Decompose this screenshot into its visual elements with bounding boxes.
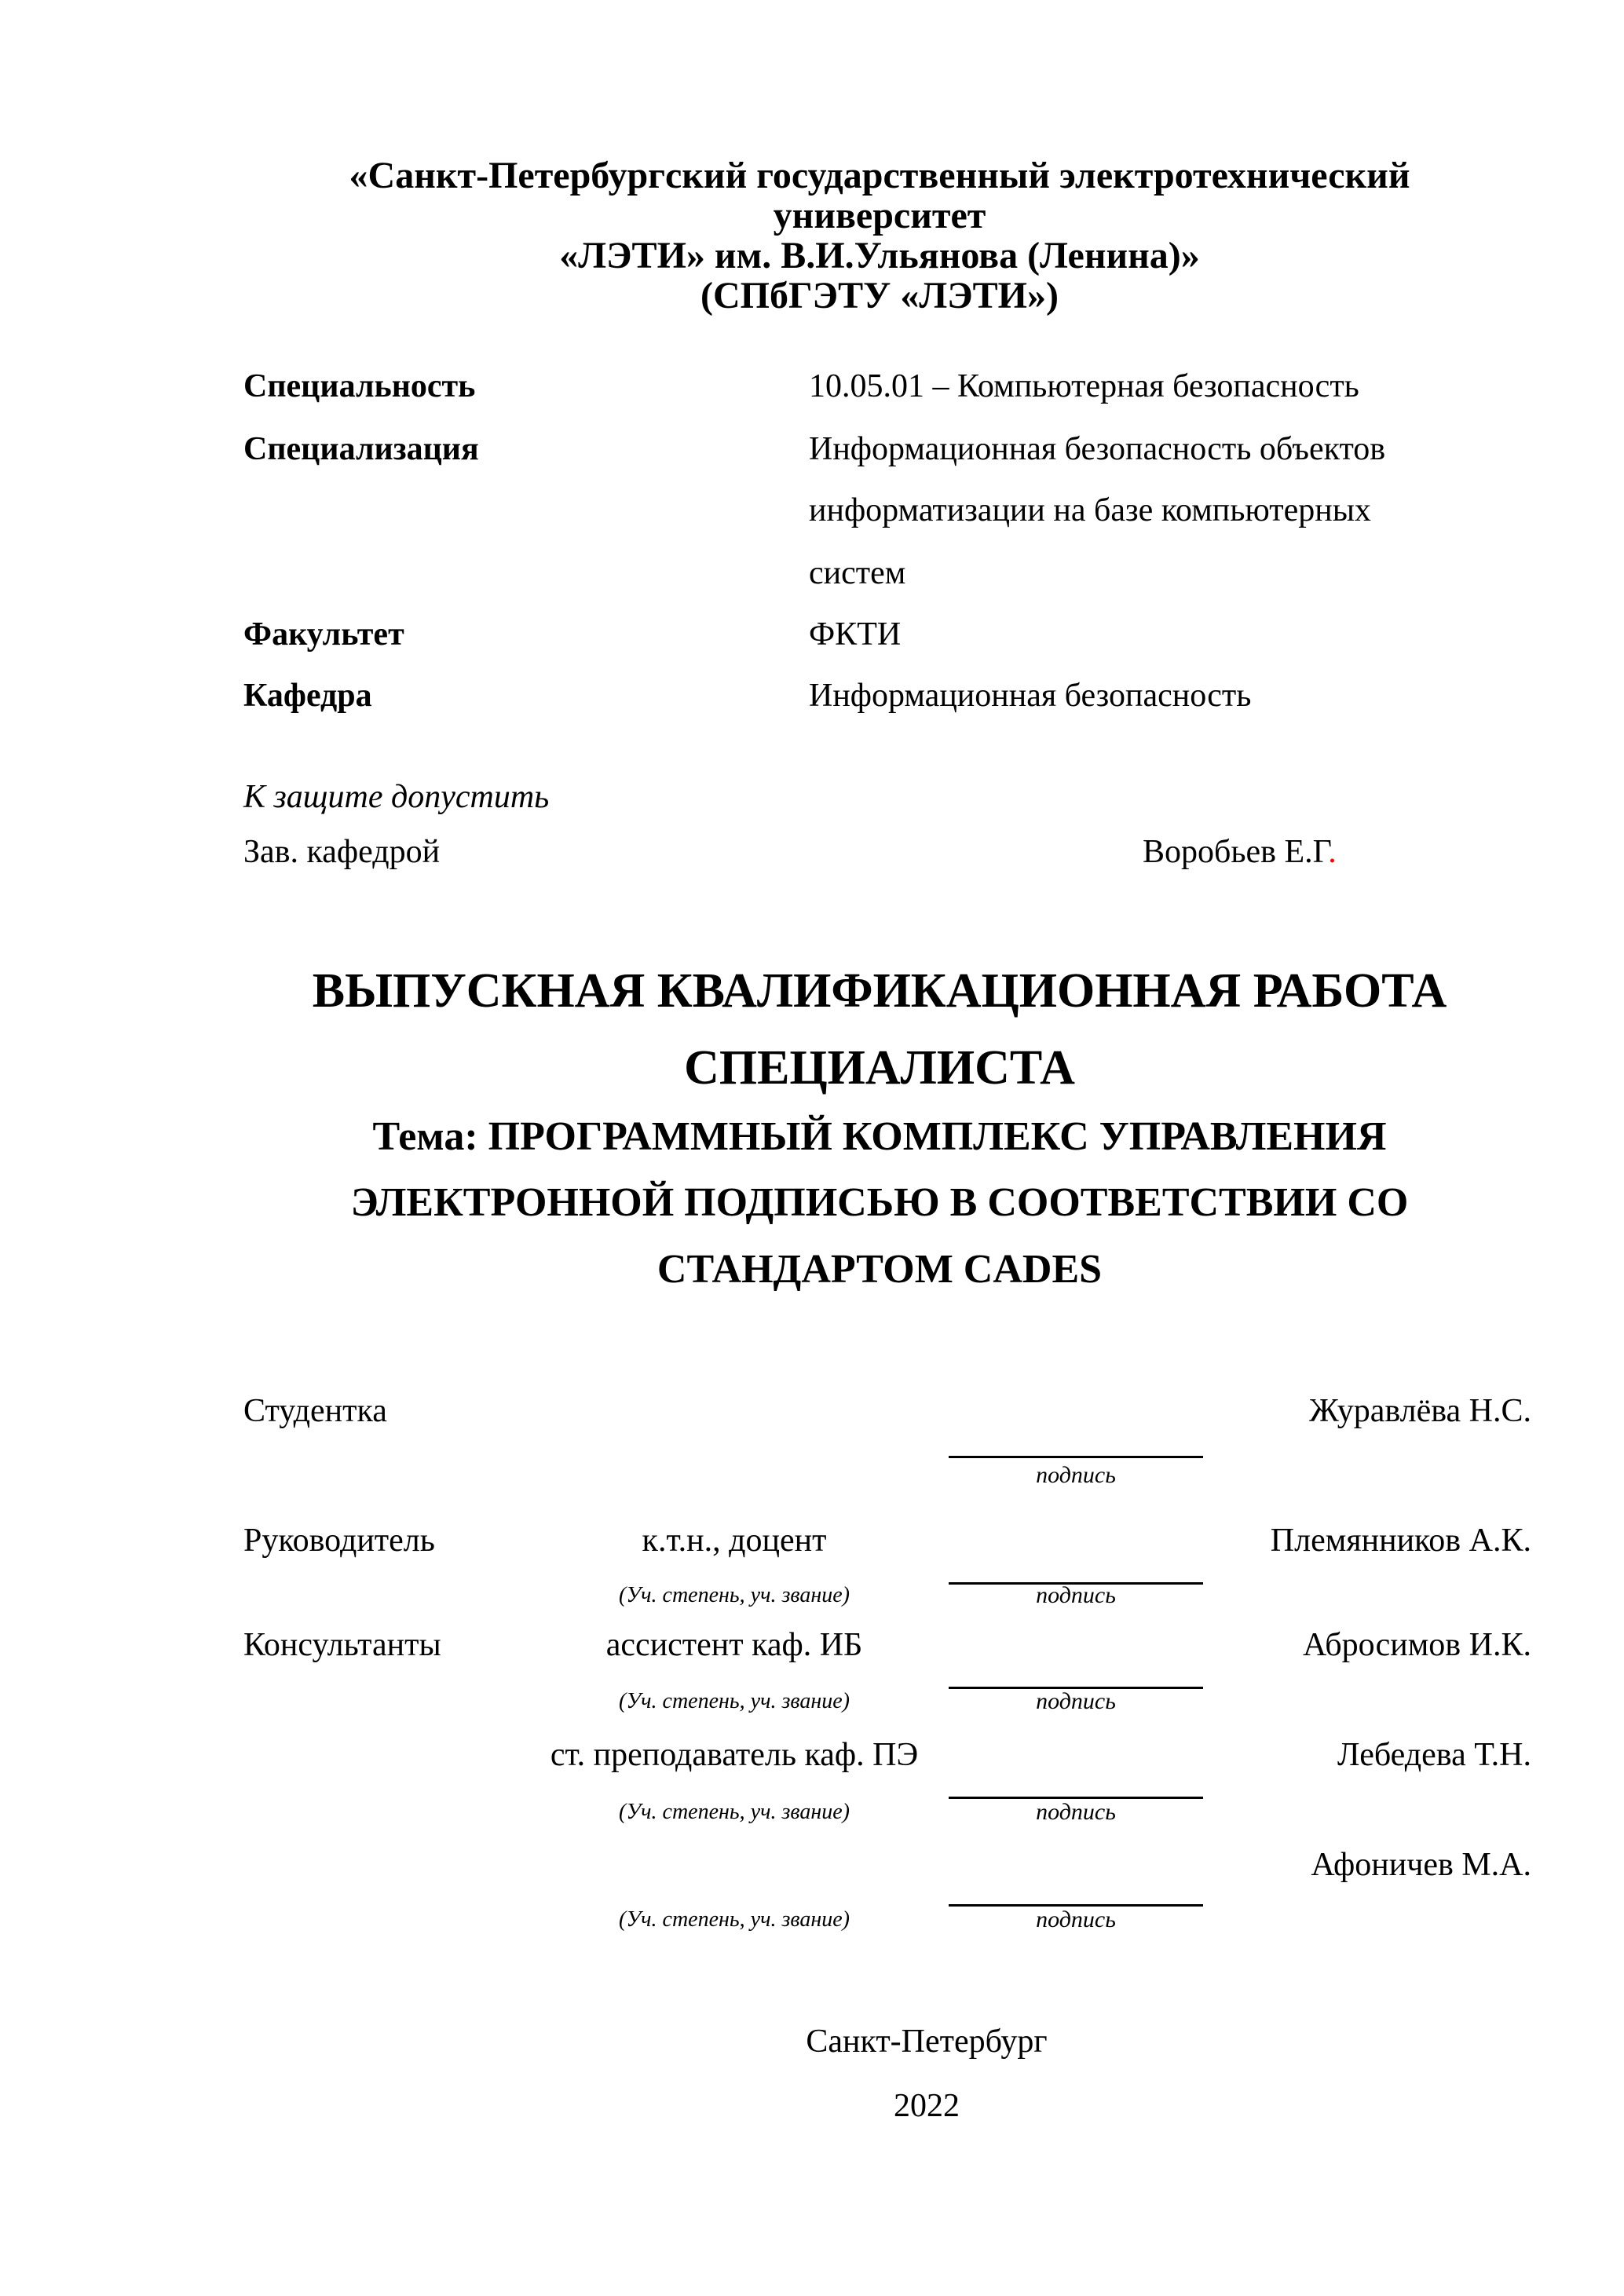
degree-hint-consultant-2: (Уч. степень, уч. звание) [619, 1800, 850, 1824]
university-header [243, 155, 1516, 316]
work-title-line-2: СПЕЦИАЛИСТА [684, 1041, 1075, 1095]
sign-hint-consultant-2: подпись [1036, 1799, 1116, 1825]
sig-role-supervisor: Руководитель [243, 1523, 435, 1559]
sig-name-consultant-1: Абросимов И.К. [1303, 1627, 1531, 1663]
university-name-line-3: (СПбГЭТУ «ЛЭТИ») [700, 275, 1059, 316]
value-specialization-line-2: информатизации на базе компьютерных [809, 492, 1371, 528]
label-faculty: Факультет [243, 616, 404, 653]
work-theme-line-3: СТАНДАРТОМ CADES [657, 1247, 1103, 1292]
degree-hint-consultant-1: (Уч. степень, уч. звание) [619, 1689, 850, 1713]
sig-degree-supervisor: к.т.н., доцент [642, 1523, 827, 1559]
label-specialty: Специальность [243, 368, 476, 404]
university-name-line-2: «ЛЭТИ» им. В.И.Ульянова (Ленина)» [559, 235, 1200, 276]
sig-degree-consultant-1: ассистент каф. ИБ [605, 1627, 863, 1663]
signature-line-student [949, 1456, 1203, 1458]
sign-hint-consultant-3: подпись [1036, 1907, 1116, 1932]
footer-city: Санкт-Петербург [806, 2024, 1048, 2060]
footer-year: 2022 [894, 2088, 960, 2124]
sign-hint-student: подпись [1036, 1462, 1116, 1488]
sig-name-consultant-2: Лебедева Т.Н. [1337, 1737, 1531, 1773]
label-specialization: Специализация [243, 431, 479, 467]
admission-name-red-period: . [1328, 834, 1337, 870]
sig-name-student: Журавлёва Н.С. [1309, 1393, 1531, 1429]
value-specialization-line-3: систем [809, 555, 906, 591]
sig-name-supervisor: Племянников А.К. [1270, 1523, 1531, 1559]
admission-intro: К защите допустить [243, 779, 550, 815]
admission-role: Зав. кафедрой [243, 834, 441, 870]
university-name-line-1: «Санкт-Петербургский государственный электротехнический университет [349, 155, 1410, 236]
degree-hint-consultant-3: (Уч. степень, уч. звание) [619, 1907, 850, 1932]
value-faculty: ФКТИ [809, 616, 902, 653]
sig-name-consultant-3: Афоничев М.А. [1311, 1847, 1531, 1883]
sign-hint-consultant-1: подпись [1036, 1688, 1116, 1714]
admission-head-name-text: Воробьев Е.Г [1143, 834, 1329, 870]
work-title-line-1: ВЫПУСКНАЯ КВАЛИФИКАЦИОННАЯ РАБОТА [312, 964, 1447, 1018]
sig-degree-consultant-2: ст. преподаватель каф. ПЭ [550, 1737, 919, 1773]
work-theme-line-1: Тема: ПРОГРАММНЫЙ КОМПЛЕКС УПРАВЛЕНИЯ [372, 1114, 1387, 1159]
degree-hint-supervisor: (Уч. степень, уч. звание) [619, 1583, 850, 1607]
sig-role-consultants: Консультанты [243, 1627, 441, 1663]
sign-hint-supervisor: подпись [1036, 1582, 1116, 1608]
value-specialty: 10.05.01 – Компьютерная безопасность [809, 368, 1359, 404]
label-department: Кафедра [243, 678, 372, 714]
value-specialization-line-1: Информационная безопасность объектов [809, 431, 1386, 467]
work-theme-line-2: ЭЛЕКТРОННОЙ ПОДПИСЬЮ В СООТВЕТСТВИИ СО [350, 1180, 1409, 1225]
sig-role-student: Студентка [243, 1393, 387, 1429]
admission-head-name [1143, 832, 1337, 872]
value-department: Информационная безопасность [809, 678, 1252, 714]
